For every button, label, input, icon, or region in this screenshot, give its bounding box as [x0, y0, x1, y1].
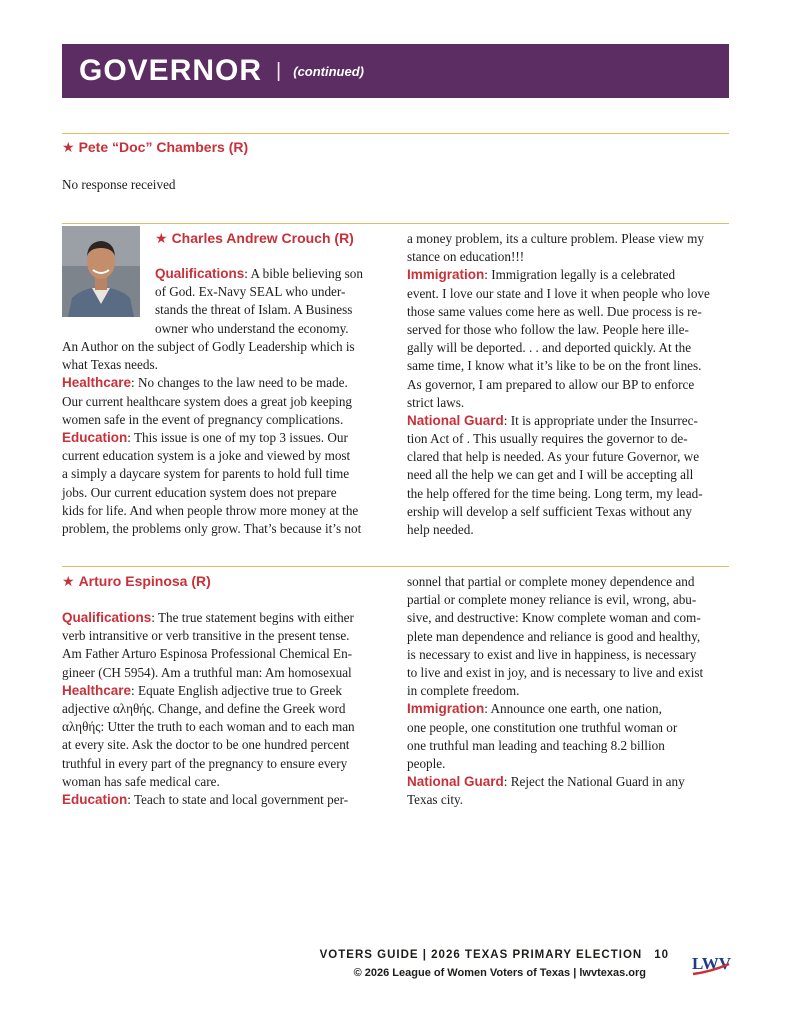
text-line — [155, 265, 363, 283]
text-line — [407, 700, 703, 718]
answer-text: adjective αληθής. Change, and define the Greek word — [62, 700, 346, 716]
page-subtitle: (continued) — [293, 63, 364, 79]
topic-label: Education — [62, 791, 128, 807]
answer-text: need all the help we can get and I will be accepting all — [407, 467, 694, 483]
text-line — [155, 301, 363, 319]
topic-label: Healthcare — [62, 682, 132, 698]
answer-text: αληθής: Utter the truth to each woman and to each man — [62, 719, 355, 735]
answer-text: Our current healthcare system does a great job keeping — [62, 393, 353, 409]
lwv-logo — [690, 950, 732, 980]
candidate-answers-left — [62, 338, 361, 538]
answer-text: those same values come here as well. Due process is re- — [407, 303, 702, 319]
text-line — [407, 773, 703, 791]
candidate-response: No response received — [62, 177, 176, 192]
answer-text: women safe in the event of pregnancy complications. — [62, 411, 344, 427]
text-line — [407, 466, 710, 484]
text-line — [407, 485, 710, 503]
answer-text: people. — [407, 755, 446, 771]
answer-text: stands the threat of Islam. A Business — [155, 302, 353, 318]
text-line — [62, 393, 361, 411]
answer-text: a simply a daycare system for parents to hold full time — [62, 466, 350, 482]
footer-guide — [320, 949, 669, 961]
star-icon: ★ — [62, 573, 75, 589]
text-line — [62, 791, 355, 809]
answer-text: As governor, I am prepared to allow our BP to enforce — [407, 376, 695, 392]
answer-text: in complete freedom. — [407, 683, 520, 699]
answer-text: help needed. — [407, 522, 474, 537]
answer-text: what Texas needs. — [62, 357, 158, 373]
text-line — [407, 573, 703, 591]
text-line — [407, 303, 710, 321]
text-line — [407, 664, 703, 682]
text-line — [62, 700, 355, 718]
answer-text: : Equate English adjective true to Greek — [131, 682, 342, 698]
answer-text: one truthful man leading and teaching 8.2 billion — [407, 737, 665, 753]
text-line — [62, 718, 355, 736]
topic-label: Immigration — [407, 701, 485, 717]
candidate-name: ★ Pete “Doc” Chambers (R) — [62, 139, 249, 155]
answer-text: woman has safe medical care. — [62, 773, 220, 789]
text-line — [62, 682, 355, 700]
text-line — [407, 755, 703, 773]
answer-text: problem, the problems only grow. That’s because it’s not — [62, 520, 362, 536]
text-line — [407, 737, 703, 755]
section-divider — [62, 223, 729, 224]
text-line — [407, 321, 710, 339]
text-line — [407, 248, 710, 266]
text-line — [407, 357, 710, 375]
text-line — [407, 591, 703, 609]
section-banner — [62, 44, 729, 98]
answer-text: one people, one constitution one truthful woman or — [407, 719, 678, 735]
answer-text: is necessary to exist and live in happiness, is necessary — [407, 646, 697, 662]
page-number: 10 — [654, 949, 669, 961]
text-line — [407, 412, 710, 430]
text-line — [407, 791, 703, 809]
text-line — [407, 503, 710, 521]
answer-text: tion Act of . This usually requires the governor to de- — [407, 431, 688, 447]
text-line — [407, 646, 703, 664]
answer-text: partial or complete money reliance is evil, wrong, abu- — [407, 592, 697, 608]
text-line — [407, 285, 710, 303]
text-line — [62, 356, 361, 374]
star-icon: ★ — [62, 139, 75, 155]
topic-label: Qualifications — [62, 610, 152, 625]
answer-text: : The true statement begins with either — [151, 610, 354, 625]
answer-text: verb intransitive or verb transitive in the present tense. — [62, 628, 350, 644]
answer-text: : It is appropriate under the Insurrec- — [503, 412, 698, 428]
answer-text: served for those who follow the law. People here ille- — [407, 321, 689, 337]
topic-label: Education — [62, 429, 128, 445]
topic-label: Immigration — [407, 267, 485, 283]
answer-text: : This issue is one of my top 3 issues. Our — [127, 429, 348, 445]
answer-text: An Author on the subject of Godly Leadership which is — [62, 339, 355, 354]
section-divider — [62, 566, 729, 567]
answer-text: sonnel that partial or complete money dependence and — [407, 574, 695, 589]
footer-guide-text: VOTERS GUIDE | 2026 TEXAS PRIMARY ELECTION — [319, 949, 643, 961]
text-line — [62, 465, 361, 483]
answer-text: kids for life. And when people throw more money at the — [62, 502, 359, 518]
text-line — [62, 755, 355, 773]
text-line — [62, 520, 361, 538]
text-line — [62, 338, 361, 356]
text-line — [407, 448, 710, 466]
text-line — [62, 736, 355, 754]
answer-text: gally will be deported. . . and deported quickly. At the — [407, 340, 692, 356]
answer-text: of God. Ex-Navy SEAL who under- — [155, 284, 346, 300]
topic-label: National Guard — [407, 412, 504, 428]
answer-text: sive, and destructive: Know complete woman and com- — [407, 610, 701, 626]
text-line — [62, 645, 355, 663]
topic-label: National Guard — [407, 774, 504, 790]
text-line — [407, 719, 703, 737]
answer-text: same time, I know what it’s like to be on the front lines. — [407, 358, 702, 374]
answer-text: : Immigration legally is a celebrated — [484, 267, 676, 283]
page-title: GOVERNOR — [79, 54, 263, 87]
text-line — [62, 502, 361, 520]
candidate-name: ★ Arturo Espinosa (R) — [62, 573, 211, 589]
text-line — [62, 627, 355, 645]
candidate-answers-right — [407, 573, 703, 809]
text-line — [62, 484, 361, 502]
text-line — [62, 411, 361, 429]
text-line — [407, 609, 703, 627]
candidate-answers-left-indented — [155, 265, 363, 338]
answer-text: : Teach to state and local government per- — [127, 791, 349, 807]
answer-text: ership will develop a self sufficient Texas without any — [407, 503, 692, 519]
answer-text: Texas city. — [407, 792, 464, 808]
answer-text: : Announce one earth, one nation, — [484, 701, 662, 717]
answer-text: jobs. Our current education system does not prepare — [62, 484, 337, 500]
answer-text: Am Father Arturo Espinosa Professional Chemical En- — [62, 646, 353, 662]
title-separator: | — [276, 59, 282, 82]
text-line — [407, 394, 710, 412]
star-icon: ★ — [155, 230, 168, 246]
answer-text: at every site. Ask the doctor to be one hundred percent — [62, 737, 350, 753]
candidate-photo — [62, 226, 140, 317]
answer-text: current education system is a joke and viewed by most — [62, 448, 351, 464]
text-line — [407, 521, 710, 539]
text-line — [407, 376, 710, 394]
text-line — [62, 609, 355, 627]
text-line — [62, 773, 355, 791]
topic-label: Healthcare — [62, 375, 132, 391]
text-line — [407, 628, 703, 646]
answer-text: a money problem, its a culture problem. Please view my — [407, 231, 705, 246]
answer-text: clared that help is needed. As your future Governor, we — [407, 449, 700, 465]
text-line — [62, 447, 361, 465]
candidate-answers-left — [62, 609, 355, 809]
text-line — [155, 320, 363, 338]
answer-text: to live and exist in joy, and is necessary to live and exist — [407, 664, 704, 680]
text-line — [407, 682, 703, 700]
text-line — [407, 430, 710, 448]
footer-copyright: © 2026 League of Women Voters of Texas | lwvtexas.org — [353, 967, 646, 979]
answer-text: plete man dependence and reliance is good and healthy, — [407, 628, 701, 644]
answer-text: : Reject the National Guard in any — [503, 774, 685, 790]
answer-text: event. I love our state and I love it when people who love — [407, 285, 710, 301]
topic-label: Qualifications — [155, 266, 245, 281]
candidate-answers-right — [407, 230, 710, 539]
text-line — [62, 374, 361, 392]
text-line — [407, 230, 710, 248]
text-line — [62, 429, 361, 447]
candidate-name: ★ Charles Andrew Crouch (R) — [155, 230, 354, 246]
text-line — [62, 664, 355, 682]
text-line — [155, 283, 363, 301]
answer-text: stance on education!!! — [407, 249, 525, 265]
answer-text: strict laws. — [407, 394, 465, 410]
answer-text: truthful in every part of the pregnancy to ensure every — [62, 755, 348, 771]
answer-text: gineer (CH 5954). Am a truthful man: Am homosexual — [62, 664, 352, 680]
section-divider — [62, 133, 729, 134]
text-line — [407, 266, 710, 284]
answer-text: the help offered for the time being. Long term, my lead- — [407, 485, 703, 501]
text-line — [407, 339, 710, 357]
answer-text: : No changes to the law need to be made. — [131, 375, 348, 391]
portrait-image — [62, 226, 140, 317]
logo-text: LWV — [692, 954, 732, 973]
answer-text: : A bible believing son — [244, 266, 363, 281]
answer-text: owner who understand the economy. — [155, 320, 349, 336]
